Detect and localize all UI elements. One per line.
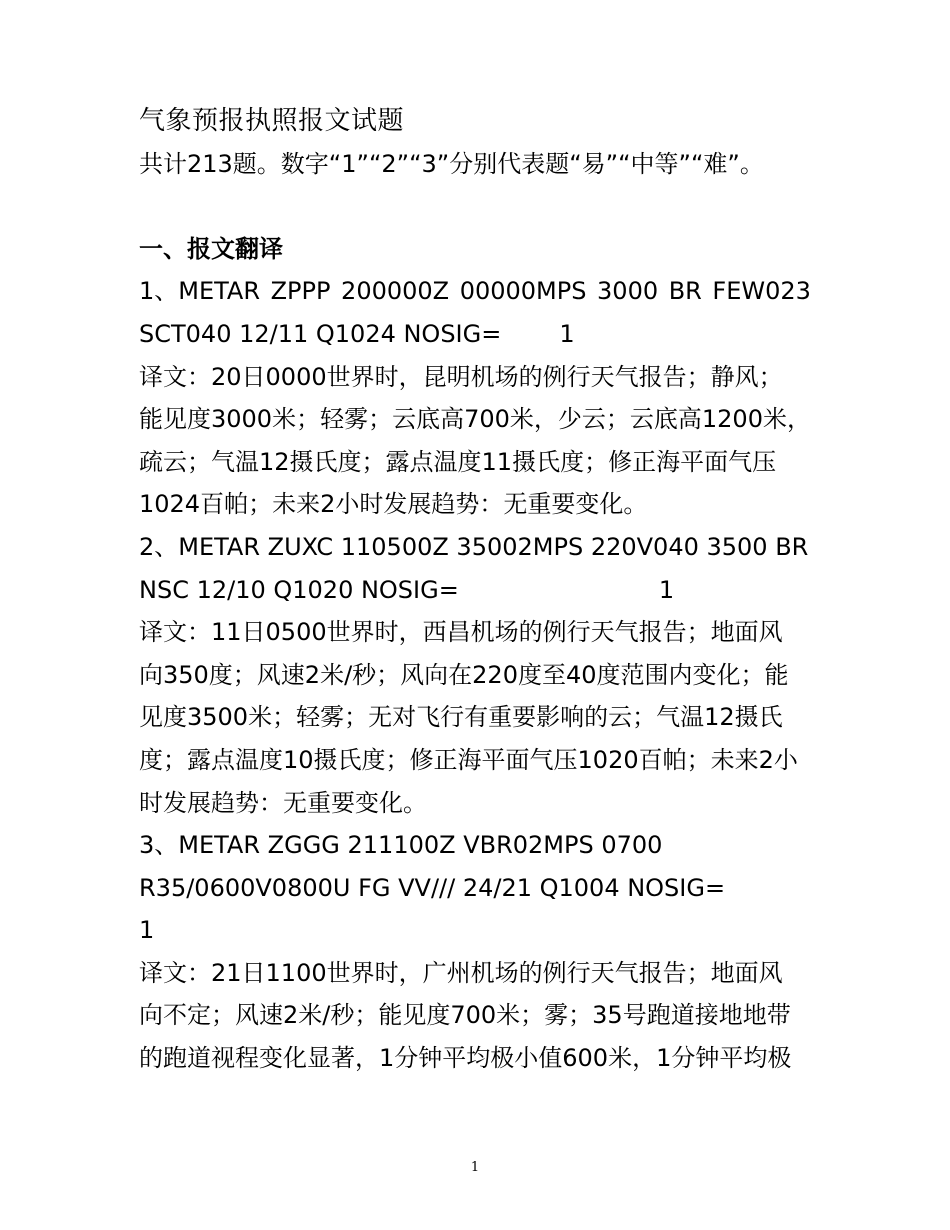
code-token: 3000: [597, 277, 659, 306]
document-body: [139, 100, 811, 1080]
translation-line: 度；露点温度10摄氏度；修正海平面气压1020百帕；未来2小: [139, 745, 798, 774]
code-token: BR: [668, 277, 702, 306]
page-number: 1: [470, 1160, 480, 1175]
translation-line: 疏云；气温12摄氏度；露点温度11摄氏度；修正海平面气压: [139, 447, 777, 476]
section-heading: 一、报文翻译: [139, 234, 283, 263]
translation-line: 译文：21日1100世界时，广州机场的例行天气报告；地面风: [139, 958, 783, 987]
code-token: 1、METAR: [139, 277, 261, 306]
question-1-code-line-2: [139, 313, 811, 356]
translation-line: 能见度3000米；轻雾；云底高700米，少云；云底高1200米，: [139, 405, 811, 434]
code-text: NSC 12/10 Q1020 NOSIG=: [139, 575, 459, 604]
difficulty-level: 1: [658, 575, 675, 604]
document-title: 气象预报执照报文试题: [139, 106, 405, 136]
question-3-code-line-2: R35/0600V0800U FG VV/// 24/21 Q1004 NOSIG=: [139, 873, 726, 902]
translation-line: 译文：11日0500世界时，西昌机场的例行天气报告；地面风: [139, 618, 783, 647]
translation-line: 时发展趋势：无重要变化。: [139, 788, 427, 817]
translation-line: 向350度；风速2米/秒；风向在220度至40度范围内变化；能: [139, 660, 789, 689]
intro-text: 共计213题。数字“1”“2”“3”分别代表题“易”“中等”“难”。: [139, 149, 764, 178]
question-2-code-line-2: [139, 569, 811, 612]
translation-line: 见度3500米；轻雾；无对飞行有重要影响的云；气温12摄氏: [139, 703, 783, 732]
translation-line: 译文：20日0000世界时，昆明机场的例行天气报告；静风；: [139, 362, 783, 391]
difficulty-level: 1: [559, 319, 575, 348]
code-token: 200000Z: [341, 277, 450, 306]
translation-line: 向不定；风速2米/秒；能见度700米；雾；35号跑道接地地带: [139, 1001, 791, 1030]
question-1-code-line-1: [139, 270, 811, 313]
translation-line: 1024百帕；未来2小时发展趋势：无重要变化。: [139, 490, 648, 519]
difficulty-level: 1: [139, 916, 155, 945]
code-token: 00000MPS: [459, 277, 587, 306]
blank-line: [139, 185, 811, 228]
code-token: FEW023: [712, 277, 811, 306]
question-2-code-line-1: 2、METAR ZUXC 110500Z 35002MPS 220V040 3500 BR: [139, 532, 809, 561]
code-token: ZPPP: [270, 277, 331, 306]
question-3-code-line-1: 3、METAR ZGGG 211100Z VBR02MPS 0700: [139, 831, 663, 860]
translation-line: 的跑道视程变化显著，1分钟平均极小值600米，1分钟平均极: [139, 1044, 792, 1073]
code-text: SCT040 12/11 Q1024 NOSIG=: [139, 319, 502, 348]
